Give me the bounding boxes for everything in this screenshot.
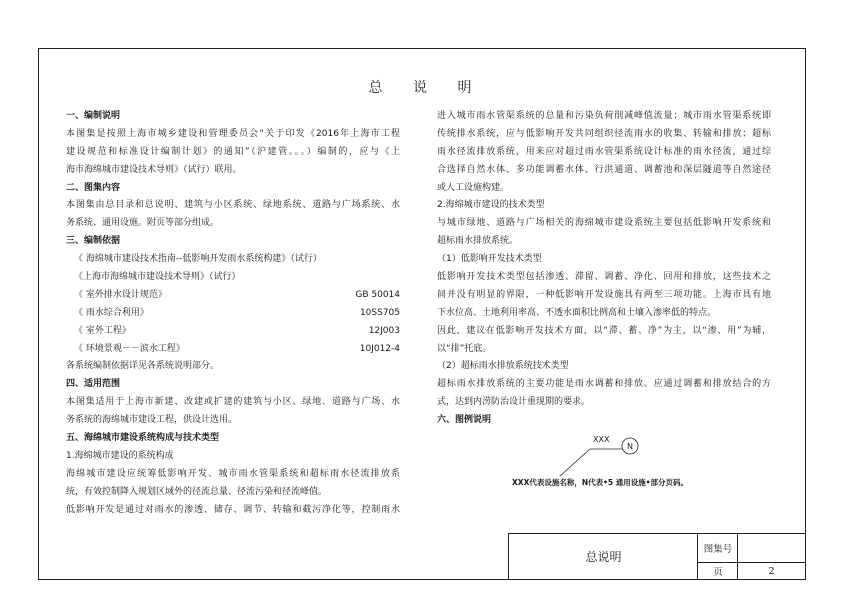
section-heading: 一、编制说明	[66, 111, 121, 121]
text-line: 本图集是按照上海市城乡建设和管理委员会“关于印发《2016年上海市工程	[66, 128, 400, 139]
text-line: 雨水径流排放系统，用来应对超过雨水管渠系统设计标准的雨水径流，通过综	[437, 146, 771, 157]
reference-code: GB 50014	[355, 289, 400, 300]
text-line: 下水位高、土地利用率高、不透水面积比例高和土壤入渗率低的特点。	[437, 307, 717, 318]
reference-name: 《 雨水综合利用》	[74, 307, 149, 318]
reference-code: 12J003	[368, 325, 400, 336]
title-block	[508, 533, 806, 580]
reference-row	[66, 251, 400, 269]
subsection-heading: 2.海绵城市建设的技术类型	[437, 200, 545, 211]
text-line: 式，达到内涝防治设计重现期的要求。	[437, 397, 591, 408]
text-line: 与城市绿地、道路与广场相关的海绵城市建设系统主要包括低影响开发系统和	[437, 218, 771, 229]
section-heading: 二、图集内容	[66, 182, 121, 193]
reference-name: 《 环境景观－－滨水工程》	[74, 343, 185, 354]
reference-name: 《 室外工程》	[74, 325, 131, 336]
sheet-title: 总 说 明	[368, 80, 472, 96]
section-heading: 四、适用范围	[66, 379, 121, 390]
left-column	[66, 108, 400, 519]
section-heading: 六、图例说明	[437, 415, 492, 426]
text-line: 传统排水系统，应与低影响开发共同组织径流雨水的收集、转输和排放；超标	[437, 128, 771, 139]
reference-name: 《 海绵城市建设技术指南--低影响开发雨水系统构建》（试行）	[74, 254, 322, 265]
right-column	[437, 108, 771, 430]
text-line: 因此，建议在低影响开发技术方面，以“滞、蓄、净”为主，以“渗、用”为辅，	[437, 325, 771, 336]
text-line: 超标雨水排放系统。	[437, 236, 519, 247]
legend-marker-letter: N	[627, 442, 633, 451]
page-label: 页	[713, 567, 723, 578]
text-line: 各系统编制依据详见各系统说明部分。	[66, 361, 220, 372]
atlas-number-label: 图集号	[703, 544, 733, 555]
reference-name: 《 室外排水设计规范》	[74, 289, 167, 300]
page-number: 2	[768, 565, 775, 577]
legend-facility-label: XXX	[593, 435, 610, 444]
text-line: 海市海绵城市建设技术导则》（试行）联用。	[66, 164, 242, 175]
reference-code: 10SS705	[359, 307, 400, 318]
legend-leader-diagonal	[560, 449, 590, 476]
text-line: 务系统的海绵城市建设工程，供设计选用。	[66, 415, 238, 426]
reference-row	[66, 305, 400, 323]
text-line: 间并没有明显的界限，一种低影响开发设施具有两至三项功能。上海市具有地	[437, 289, 771, 300]
text-line: 进入城市雨水管渠系统的总量和污染负荷削减峰值流量；城市雨水管渠系统即	[437, 111, 771, 121]
text-line: 统，有效控制降入规划区域外的径流总量、径流污染和径流峰值。	[66, 486, 328, 497]
text-line: 海绵城市建设应统筹低影响开发、城市雨水管渠系统和超标雨水径流排放系	[66, 468, 400, 479]
reference-row	[66, 341, 400, 359]
text-line: 低影响开发是通过对雨水的渗透、储存、调节、转输和截污净化等，控制雨水	[66, 504, 400, 515]
drawing-name: 总说明	[585, 550, 622, 564]
section-heading: 五、海绵城市建设系统构成与技术类型	[66, 433, 220, 444]
text-line: 本图集由总目录和总说明、建筑与小区系统、绿地系统、道路与广场系统、水	[66, 200, 400, 211]
text-line: 以“排”托底。	[437, 343, 492, 354]
text-line: 务系统、通用设施。附页等部分组成。	[66, 218, 220, 229]
text-line: 低影响开发技术类型包括渗透、滞留、调蓄、净化、回用和排放，这些技术之	[437, 272, 771, 283]
item-heading: （1）低影响开发技术类型	[437, 254, 542, 265]
text-line: 超标雨水排放系统的主要功能是雨水调蓄和排放。应通过调蓄和排放结合的方	[437, 379, 771, 390]
item-heading: （2）超标雨水排放系统技术类型	[437, 361, 569, 372]
subsection-heading: 1.海绵城市建设的系统构成	[66, 450, 174, 461]
reference-name: 《上海市海绵城市建设技术导则》（试行）	[74, 272, 241, 283]
reference-row	[66, 323, 400, 341]
section-heading: 三、编制依据	[66, 236, 121, 247]
text-line: 建设规范和标准设计编制计划》的通知”（沪建管。。。）编制的，应与《上	[66, 146, 400, 157]
reference-code: 10J012-4	[359, 343, 400, 354]
text-line: 合选择自然水体、多功能调蓄水体、行洪通道、调蓄池和深层隧道等自然途径	[437, 164, 771, 175]
reference-row	[66, 287, 400, 305]
text-line: 或人工设施构建。	[437, 182, 510, 193]
legend-caption: XXX代表设施名称，N代表•5 通用设施•部分页码。	[512, 478, 689, 487]
reference-row	[66, 269, 400, 287]
text-line: 本图集适用于上海市新建、改建或扩建的建筑与小区、绿地、道路与广场、水	[66, 397, 400, 408]
legend-symbol	[550, 430, 650, 485]
